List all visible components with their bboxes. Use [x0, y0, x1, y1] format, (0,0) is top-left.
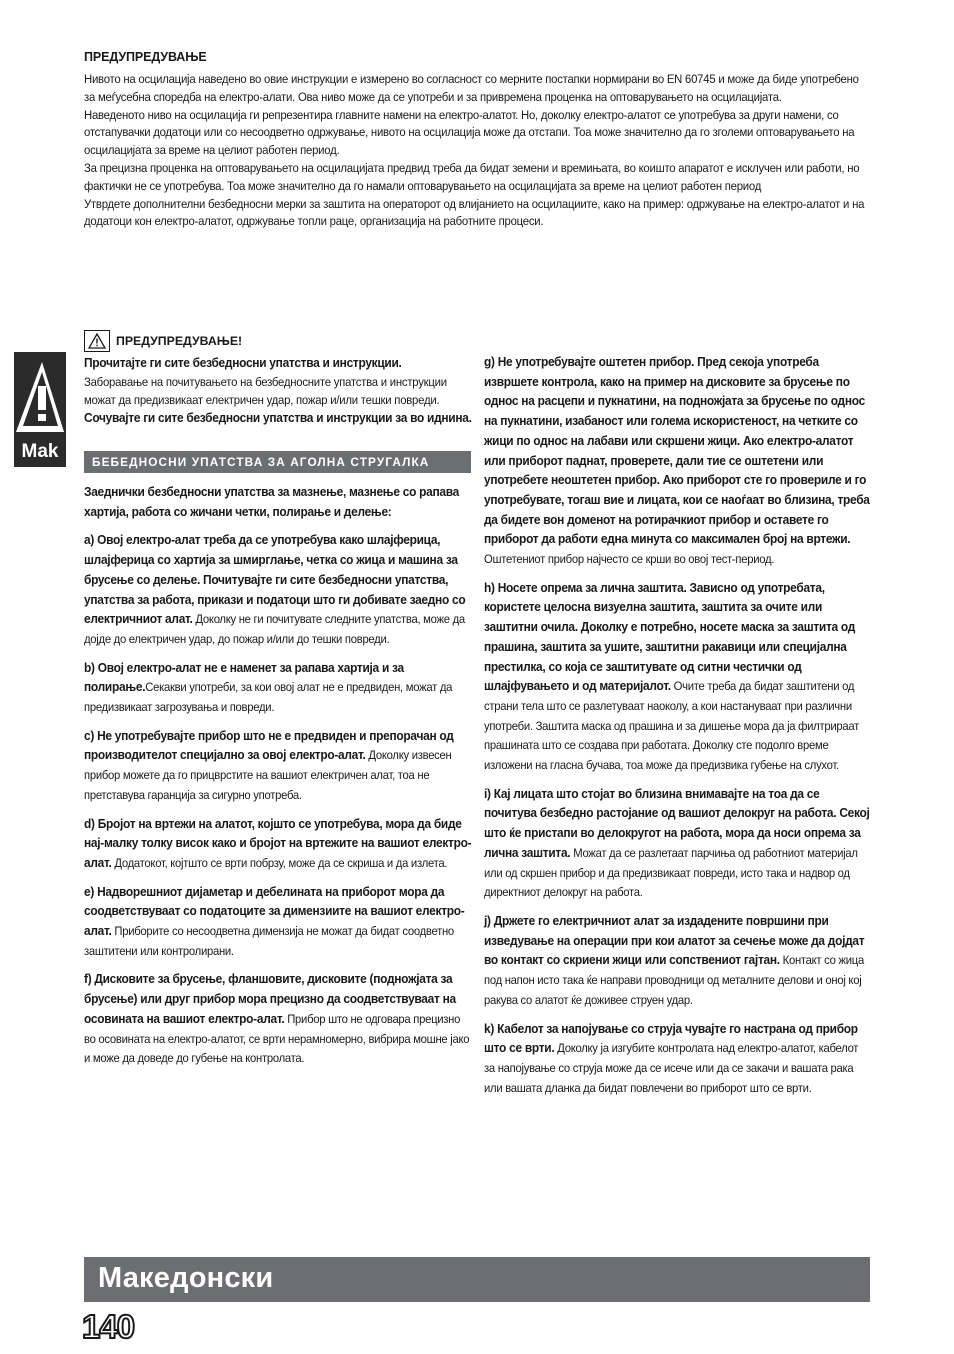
- instruction-bold: h) Носете опрема за лична заштита. Зависно од употребата, користете целосна визуелна заштита, заштита за очите или заштитни очила. Доколку е потребно, носете маска за заштита од прашина, заштита за ушите, заштитни ракавици или специјална престилка, со која се заштитувате од ситни честички од шлајфувањето и од материјалот.: [484, 580, 856, 694]
- instruction-item-g: [484, 353, 870, 570]
- instruction-text: Оштетениот прибор најчесто се крши во овој тест-период.: [484, 552, 775, 567]
- instruction-item-b: [84, 659, 472, 718]
- vibration-paragraph: За прецизна проценка на оптоварувањето на осцилацијата предвид треба да бидат земени и времињата, во коишто апаратот е исклучен или работи, но фактички не се употребува. Тоа може значително да го намали оптоварувањето на осцилацијата за време на целиот работен период: [84, 160, 860, 193]
- safety-warning-label: ПРЕДУПРЕДУВАЊЕ!: [116, 334, 243, 348]
- instruction-item-c: [84, 727, 472, 806]
- instruction-item-a: [84, 531, 472, 649]
- footer-language-title: Македонски: [98, 1262, 274, 1294]
- instruction-bold: g) Не употребувајте оштетен прибор. Пред секоја употреба извршете контрола, како на пример на дисковите за брусење по однос на расцепи и пукнатини, на подножјата за брусење по однос на пукнатини, изабаност или голема искористеност, на четките со жици по однос на лабави или скршени жици. Ако електро-алатот или приборот паднат, проверете, дали тие се оштетени или употребете неоштетен прибор. Ако приборот сте го провериле и го употребувате, тогаш вие и лицата, кои се наоѓаат во близина, треба да бидете вон доменот на ротирачкиот прибор и оставете го приборот да работи една минута со максимален број на вртежи.: [484, 355, 870, 547]
- vibration-paragraph: Утврдете дополнителни безбедносни мерки за заштита на операторот од влијанието на осцилациите, како на пример: одржување на електро-алатот и на додатоци кон електро-алатот, одржување топли раце, организација на работните процеси.: [84, 196, 865, 229]
- page-number: 140: [82, 1308, 135, 1345]
- read-instructions-bold: Прочитајте ги сите безбедносни упатства и инструкции.: [84, 356, 402, 370]
- instruction-bold: i) Кај лицата што стојат во близина внимавајте на тоа да се почитува безбедно растојание од вашиот делокруг на работа. Секој што ќе пристапи во делокругот на работа, мора да носи опрема за лична заштита.: [484, 786, 870, 860]
- warning-triangle-icon: [84, 330, 110, 352]
- instruction-bold: c) Не употребувајте прибор што не е предвиден и препорачан од производителот специјално за овој електро-алат.: [84, 728, 454, 763]
- instruction-bold: j) Држете го електричниот алат за издадените површини при изведување на операции при кои алатот за сечење може да дојдат во контакт со скриени жици или сопствениот гајтан.: [484, 913, 865, 968]
- instruction-text: Доколку не ги почитувате следните упатства, може да дојде до електричен удар, до пожар и/или до тешки повреди.: [84, 612, 465, 646]
- vibration-warning-section: [84, 50, 869, 231]
- safety-warning-heading: [84, 330, 472, 352]
- vibration-paragraph: Нивото на осцилација наведено во овие инструкции е измерено во согласност со мерните постапки нормирани во EN 60745 и може да биде употребено за меѓусебна споредба на електро-алати. Ова ниво може да се употреби и за привремена проценка на оптоварувањето на осцилацијата.: [84, 72, 859, 104]
- instruction-text: Доколку ја изгубите контролата над електро-алатот, кабелот за напојување со струја може да се исече или да се закачи и вашата рака или вашата дланка да бидат повлечени во приборот што се врти.: [484, 1041, 859, 1095]
- right-column: [484, 353, 870, 1107]
- instruction-text: Можат да се разлетаат парчиња од работниот материјал или од скршен прибор и да предизвикаат повреди, исто така и надвор од директниот делокруг на работа.: [484, 845, 858, 900]
- instruction-item-e: [84, 883, 472, 962]
- footer-language-bar: [84, 1257, 870, 1302]
- instruction-text: Прибор што не одговара прецизно во осовината на електро-алатот, се врти нерамномерно, вибрира мошне јако и може да доведе до губење на контролата.: [84, 1011, 470, 1066]
- instruction-text: Секакви употреби, за кои овој алат не е предвиден, можат да предизвикаат загрозувања и повреди.: [84, 680, 453, 715]
- instruction-item-j: [484, 912, 870, 1011]
- common-instructions-heading: Заеднички безбедносни упатства за мазнење, мазнење со рапава хартија, работа со жичани четки, полирање и делење:: [84, 485, 459, 519]
- instruction-text: Приборите со несоодветна димензија не можат да бидат соодветно заштитени или контролирани.: [84, 924, 454, 958]
- instruction-item-h: [484, 579, 870, 776]
- instruction-item-d: [84, 815, 472, 874]
- instruction-bold: e) Надворешниот дијаметар и дебелината на приборот мора да соодветствуваат со податоците за димензиите на вашиот електро-алат.: [84, 884, 465, 939]
- vibration-warning-heading: ПРЕДУПРЕДУВАЊЕ: [84, 50, 207, 64]
- instruction-bold: b) Овој електро-алат не е наменет за рапава хартија и за полирање.: [84, 660, 404, 695]
- instruction-text: Доколку извесен прибор можете да го прицврстите на вашиот електричен алат, тоа не претставува гаранција за сигурно употреба.: [84, 748, 452, 802]
- instruction-bold: a) Овој електро-алат треба да се употребува како шлајферица, шлајферица со хартија за шмирглање, четка со жица и машина за брусење со делење. Почитувајте ги сите безбедносни упатства, упатства за работа, прикази и податоци што ги добивате заедно со електричниот алат.: [84, 533, 466, 627]
- instruction-text: Додатокот, којтшто се врти побрзу, може да се скриша и да излета.: [111, 855, 448, 870]
- language-side-tab: [14, 352, 66, 467]
- instruction-item-i: [484, 785, 870, 903]
- instruction-bold: f) Дисковите за брусење, фланшовите, дисковите (подножјата за брусење) или друг прибор мора прецизно да соодветствуваат на осовината на вашиот електро-алат.: [84, 972, 456, 1026]
- read-instructions-text: Заборавање на почитувањето на безбедносните упатства и инструкции можат да предизвикаат електричен удар, пожар и/или тешки повреди.: [84, 374, 447, 407]
- instruction-item-f: [84, 970, 472, 1069]
- keep-instructions-bold: Сочувајте ги сите безбедносни упатства и инструкции за во иднина.: [84, 411, 472, 426]
- instruction-text: Очите треба да бидат заштитени од страни тела што се разлетуваат наоколу, а кои настануваат при различни употреби. Заштита маска од прашина и за дишење мора да ја филтрираат прашината што се создава при работата. Доколку сте подолго време изложени на гласна бучава, тоа може да предизвика губење на слухот.: [484, 679, 859, 773]
- instruction-text: Контакт со жица под напон исто така ќе направи проводници од металните делови и оној кој ракува со алатот ќе доживее струен удар.: [484, 953, 864, 1007]
- language-code-label: Mak: [21, 441, 59, 462]
- instruction-item-k: [484, 1020, 870, 1099]
- instruction-bold: k) Кабелот за напојување со струја чувајте го настрана од прибор што се врти.: [484, 1021, 858, 1056]
- vibration-paragraph: Наведеното ниво на осцилација ги репрезентира главните намени на електро-алатот. Но, доколку електро-алатот се употребува за други намени, со отстапувачки додатоци или со несоодветно одржување, нивото на осцилација може да отстапи. Тоа може значително да го зголеми оптоварувањето на осцилацијата за време на целиот работен период.: [84, 107, 855, 158]
- section-title-bar: БЕБЕДНОСНИ УПАТСТВА ЗА АГОЛНА СТРУГАЛКА: [84, 451, 471, 473]
- left-column: [84, 330, 472, 1078]
- warning-triangle-icon: [14, 358, 66, 438]
- instruction-bold: d) Бројот на вртежи на алатот, којшто се употребува, мора да биде нај-малку толку висок како и бројот на вртежите на вашиот електро-алат.: [84, 816, 472, 870]
